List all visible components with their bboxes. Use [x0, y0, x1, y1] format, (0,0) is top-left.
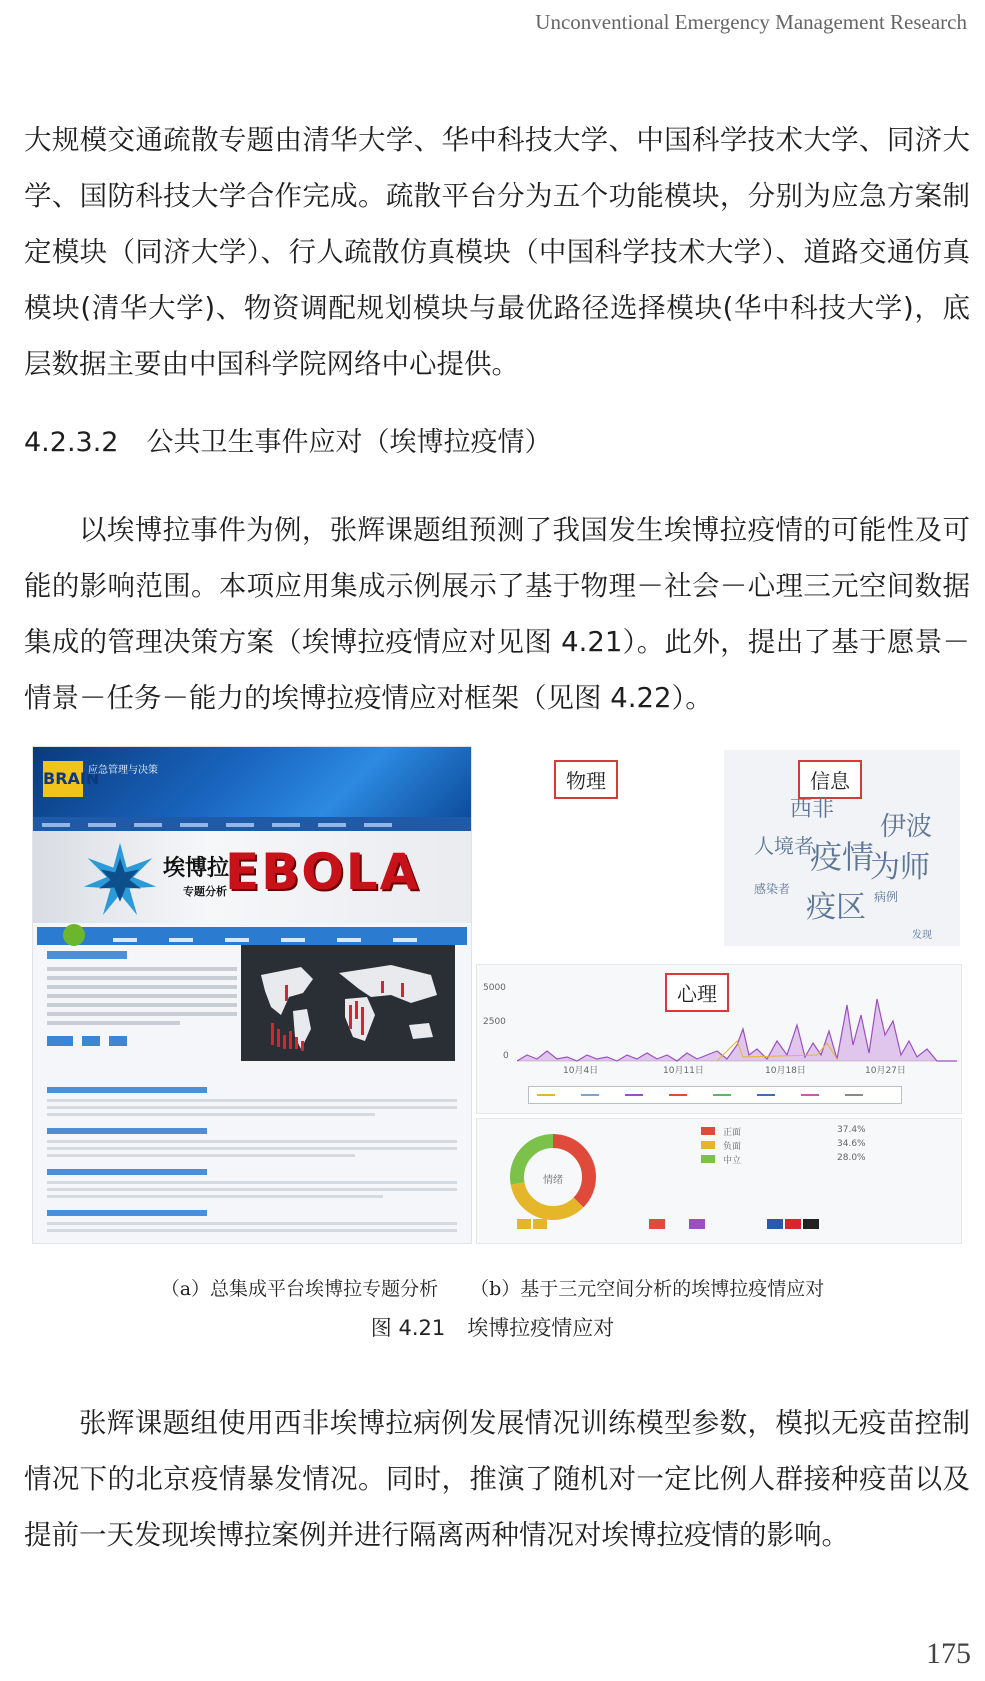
- ebola-wordmark: EBOLA: [225, 843, 421, 901]
- cloud-word: 疫区: [806, 890, 866, 925]
- legend-swatch: [533, 1219, 547, 1229]
- platform-tabs[interactable]: [37, 927, 467, 945]
- subcaption-a: （a）总集成平台埃博拉专题分析: [160, 1278, 439, 1300]
- running-header: Unconventional Emergency Management Research: [535, 10, 967, 34]
- figure-caption: [0, 1312, 985, 1342]
- platform-banner: [33, 747, 471, 817]
- section-number: 4.2.3.2: [24, 427, 119, 458]
- legend-value: 28.0%: [837, 1153, 866, 1163]
- legend-swatch: [701, 1155, 715, 1163]
- word-cloud-panel: [724, 750, 960, 946]
- cloud-word: 病例: [874, 890, 899, 904]
- subcaption-b: （b）基于三元空间分析的埃博拉疫情应对: [470, 1278, 825, 1300]
- figure-a-platform-screenshot: [32, 746, 472, 1244]
- x-tick-label: 10月18日: [765, 1066, 806, 1076]
- figure-subcaptions: [0, 1274, 985, 1301]
- series-legend-bar[interactable]: [528, 1086, 902, 1104]
- cloud-word: 疫情: [810, 838, 875, 876]
- cloud-word: 为师: [870, 850, 930, 885]
- ebola-hero: [33, 831, 471, 923]
- page-number: 175: [926, 1637, 971, 1670]
- paragraph-simulation: 张辉课题组使用西非埃博拉病例发展情况训练模型参数，模拟无疫苗控制情况下的北京疫情暴发情况。同时，推演了随机对一定比例人群接种疫苗以及提前一天发现埃博拉案例并进行隔离两种情况对埃博拉疫情的影响。: [24, 1407, 970, 1551]
- y-tick-label: 2500: [483, 1017, 506, 1027]
- legend-value: 34.6%: [837, 1139, 866, 1149]
- legend-swatch: [701, 1127, 715, 1135]
- legend-swatch: [517, 1219, 531, 1229]
- legend-swatch: [785, 1219, 801, 1229]
- y-tick-label: 5000: [483, 983, 506, 993]
- paragraph-evacuation: 大规模交通疏散专题由清华大学、华中科技大学、中国科学技术大学、同济大学、国防科技大学合作完成。疏散平台分为五个功能模块，分别为应急方案制定模块（同济大学）、行人疏散仿真模块（中国科学技术大学）、道路交通仿真模块(清华大学)、物资调配规划模块与最优路径选择模块(华中科技大学)，底层数据主要由中国科学院网络中心提供。: [24, 124, 970, 380]
- trend-line-chart: [517, 985, 957, 1065]
- cloud-word: 人境者: [754, 834, 814, 858]
- hero-subtitle: 专题分析: [183, 885, 227, 898]
- x-tick-label: 10月27日: [865, 1066, 906, 1076]
- paragraph-ebola-intro: 以埃博拉事件为例，张辉课题组预测了我国发生埃博拉疫情的可能性及可能的影响范围。本项应用集成示例展示了基于物理－社会－心理三元空间数据集成的管理决策方案（埃博拉疫情应对见图 4.21）。此外，提出了基于愿景－情景－任务－能力的埃博拉疫情应对框架（见图 4.22）。: [24, 514, 970, 714]
- legend-swatch: [803, 1219, 819, 1229]
- legend-swatch: [701, 1141, 715, 1149]
- x-tick-label: 10月11日: [663, 1066, 704, 1076]
- y-tick-label: 0: [503, 1051, 509, 1061]
- platform-nav[interactable]: [33, 817, 471, 831]
- label-psych: 心理: [665, 973, 729, 1012]
- intro-text-block: [47, 951, 237, 1051]
- cloud-word: 伊波: [880, 812, 933, 842]
- sentiment-panel: [476, 1118, 962, 1244]
- donut-center-label: 情绪: [543, 1175, 563, 1186]
- legend-swatch: [649, 1219, 665, 1229]
- cloud-word: 感染者: [754, 882, 791, 896]
- legend-label: 正面: [723, 1128, 742, 1138]
- x-tick-label: 10月4日: [563, 1066, 599, 1076]
- star-burst-icon: [81, 841, 159, 917]
- legend-value: 37.4%: [837, 1125, 866, 1135]
- figure-title: 埃博拉疫情应对: [467, 1316, 615, 1340]
- legend-label: 中立: [723, 1156, 742, 1166]
- brain-logo: BRAIN: [43, 761, 83, 797]
- label-info: 信息: [798, 760, 862, 799]
- home-icon[interactable]: [63, 924, 85, 946]
- legend-swatch: [767, 1219, 783, 1229]
- legend-swatch: [689, 1219, 705, 1229]
- cloud-word: 西非: [790, 797, 835, 822]
- news-list: [47, 1075, 457, 1236]
- banner-label: 应急管理与决策: [88, 765, 158, 776]
- label-physical: 物理: [554, 760, 618, 799]
- hero-title: 埃博拉: [163, 856, 230, 881]
- figure-b-tri-space-analysis: [476, 746, 960, 1242]
- world-map-image: [241, 945, 455, 1061]
- legend-label: 负面: [723, 1142, 742, 1152]
- cloud-word: 发现: [912, 930, 932, 941]
- figure-number: 图 4.21: [370, 1316, 446, 1340]
- section-title: 公共卫生事件应对（埃博拉疫情）: [146, 427, 552, 458]
- section-heading: [24, 420, 551, 459]
